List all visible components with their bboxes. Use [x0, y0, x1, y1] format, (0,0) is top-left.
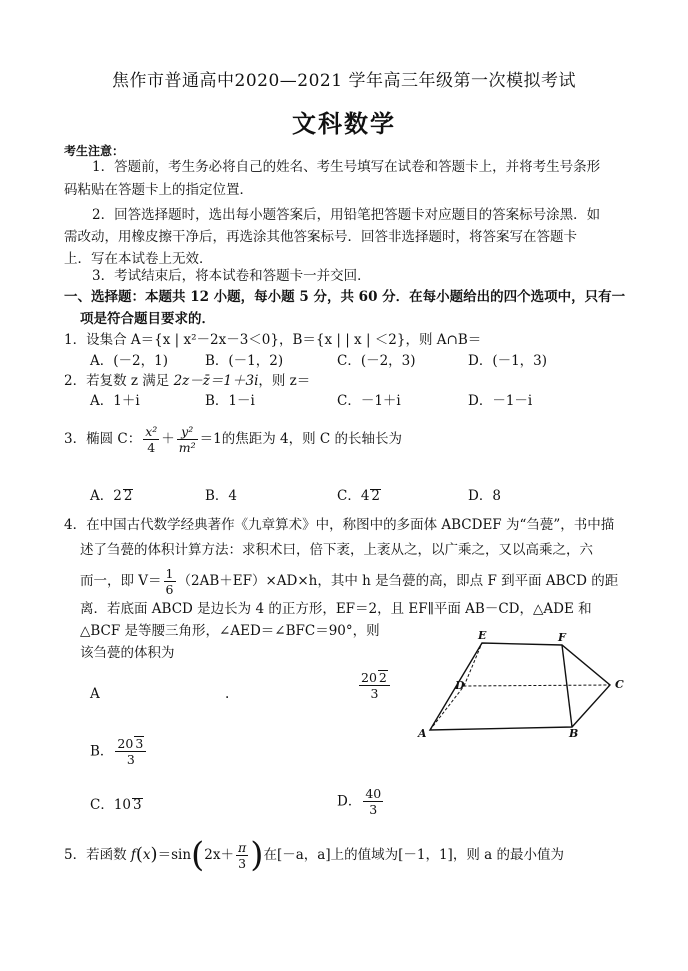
- label-D: D: [455, 679, 465, 692]
- hidden-edge-de: [464, 643, 482, 686]
- q4-option-c: C．10 3: [90, 797, 142, 813]
- note-2-line-3: 上．写在本试卷上无效．: [64, 251, 213, 267]
- q4-option-a-dot: .: [225, 686, 230, 702]
- polyhedron-figure: [412, 625, 632, 740]
- q3-option-c: C．4 2: [337, 488, 381, 504]
- label-A: A: [418, 727, 427, 740]
- q3-plus: ＋: [161, 431, 175, 447]
- q3-option-b: B．4: [205, 488, 238, 504]
- q2-stem-pre: 2．若复数 z 满足: [64, 373, 174, 389]
- q4-option-d: D． $\frac{40}{3}$: [337, 786, 382, 817]
- q4-line-5: △BCF 是等腰三角形，∠AED＝∠BFC＝90°，则: [80, 623, 380, 639]
- section-1-heading-cont: 项是符合题目要求的．: [80, 311, 215, 327]
- note-1-line-2: 码粘贴在答题卡上的指定位置．: [64, 182, 253, 198]
- q4-line-2: 述了刍甍的体积计算方法：求积术曰，倍下袤，上袤从之，以广乘之，又以高乘之，六: [80, 542, 593, 558]
- q2-option-d: D．－1－i: [468, 393, 533, 409]
- q3-stem-post: ＝1的焦距为 4，则 C 的长轴长为: [199, 431, 403, 447]
- q2-stem: [64, 370, 310, 392]
- q1-option-c: C．(－2，3): [337, 353, 416, 369]
- label-F: F: [558, 631, 566, 644]
- q3-stem: [64, 424, 402, 455]
- q1-stem: 1．设集合 A＝{x | x²－2x－3＜0}，B＝{x | | x | ＜2}，则 A∩B＝: [64, 332, 482, 348]
- q3-fraction-y: $\frac{\text{y²}}{\text{m²}}$: [178, 424, 196, 455]
- section-1-heading: 一、选择题：本题共 12 小题，每小题 5 分，共 60 分．在每小题给出的四个选项中，只有一: [64, 289, 626, 305]
- q3-option-d: D．8: [468, 488, 501, 504]
- q2-stem-post: ，则 z＝: [258, 373, 311, 389]
- note-3: 3．考试结束后，将本试卷和答题卡一并交回．: [92, 268, 371, 284]
- q4-line-3: 而一，即 V＝ $\frac{1}{6}$ （2AB＋EF）×AD×h，其中 h 是刍甍的高，即点 F 到平面 ABCD 的距: [80, 566, 619, 597]
- q4-option-a-value: $\frac{20 2}{3}$: [357, 670, 392, 701]
- q2-option-b: B．1－i: [205, 393, 255, 409]
- q2-option-c: C．－1＋i: [337, 393, 401, 409]
- q4-fraction-one-sixth: $\frac{1}{6}$: [165, 566, 174, 597]
- q1-option-a: A．(－2，1): [90, 353, 168, 369]
- q1-option-b: B．(－1，2): [205, 353, 284, 369]
- q2-equation: 2z－z̄＝1＋3i: [173, 373, 259, 389]
- note-1-line-1: 1．答题前，考生务必将自己的姓名、考生号填写在试卷和答题卡上，并将考生号条形: [92, 159, 601, 175]
- q2-option-a: A．1＋i: [90, 393, 140, 409]
- q5-stem: 5．若函数 f(x)＝sin(2x＋ $\frac{\pi}{3}$ )在[－a，a]上的值域为[－1，1]，则 a 的最小值为: [64, 835, 564, 875]
- q4-line-4: 离．若底面 ABCD 是边长为 4 的正方形，EF＝2，且 EF∥平面 AB－CD，△ADE 和: [80, 601, 592, 617]
- edge-fb: [562, 645, 572, 727]
- q3-stem-pre: 3．椭圆 C：: [64, 431, 142, 447]
- q4-line-6: 该刍甍的体积为: [80, 645, 175, 661]
- label-C: C: [615, 678, 624, 691]
- q4-option-b: B． $\frac{20 3}{3}$: [90, 736, 148, 767]
- q3-fraction-x: $\frac{\text{x²}}{4}$: [145, 424, 158, 455]
- label-B: B: [569, 727, 579, 740]
- exam-title: 焦作市普通高中2020—2021 学年高三年级第一次模拟考试: [112, 71, 576, 91]
- note-2-line-1: 2．回答选择题时，选出每小题答案后，用铅笔把答题卡对应题目的答案标号涂黑．如: [92, 207, 601, 223]
- q1-option-d: D．(－1，3): [468, 353, 548, 369]
- label-E: E: [478, 629, 487, 642]
- q4-option-a-label: A: [90, 686, 100, 702]
- note-2-line-2: 需改动，用橡皮擦干净后，再选涂其他答案标号．回答非选择题时，将答案写在答题卡: [64, 229, 577, 245]
- exam-subject: 文科数学: [292, 109, 396, 138]
- notes-heading: 考生注意：: [64, 144, 125, 158]
- q3-option-a: A．2 2: [90, 488, 133, 504]
- q4-line-1: 4．在中国古代数学经典著作《九章算术》中，称图中的多面体 ABCDEF 为“刍甍”，书中描: [64, 517, 615, 533]
